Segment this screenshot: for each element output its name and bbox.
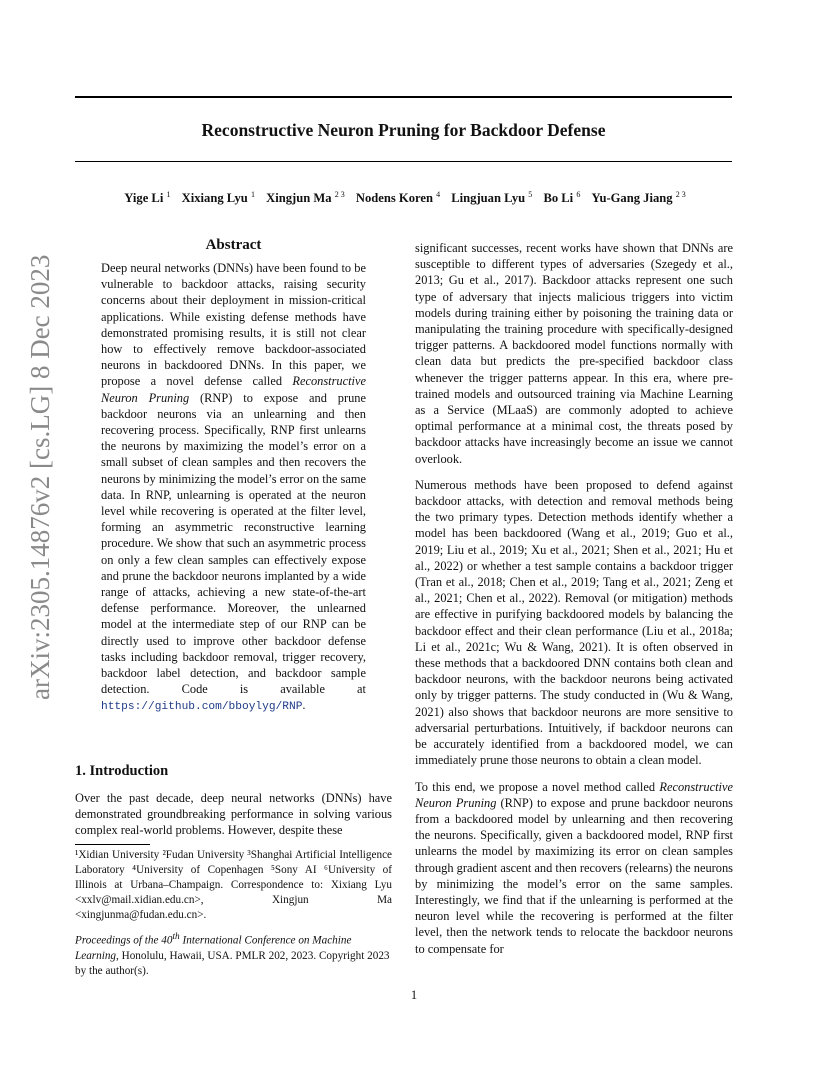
- author: Yige Li $^1$: [124, 190, 171, 206]
- footnote-proceedings: Proceedings of the 40th International Conference on Machine Learning, Honolulu, Hawaii, USA. PMLR 202, 2023. Copyright 2023 by the author(s).: [75, 932, 390, 977]
- author: Bo Li $^6$: [543, 190, 581, 206]
- footnote-affiliations: ¹Xidian University ²Fudan University ³Shanghai Artificial Intelligence Laboratory ⁴University of Copenhagen ⁵Sony AI ⁶University of Illinois at Urbana–Champaign. Correspondence to: Xixiang Lyu <xxlv@mail.xidian.edu.cn>, Xingjun Ma <xingjunma@fudan.edu.cn>.: [75, 849, 392, 921]
- intro-paragraph: Over the past decade, deep neural networks (DNNs) have demonstrated groundbreaking performance in solving various complex real-world problems. However, despite these: [75, 791, 392, 838]
- top-rule: [75, 96, 732, 98]
- paper-title: Reconstructive Neuron Pruning for Backdoor Defense: [201, 120, 606, 140]
- author-list: [60, 190, 750, 206]
- author: Nodens Koren $^4$: [355, 190, 441, 206]
- arxiv-stamp: arXiv:2305.14876v2 [cs.LG] 8 Dec 2023: [25, 254, 55, 700]
- author: Xingjun Ma $^{2 3}$: [266, 190, 345, 206]
- title-bottom-rule: [75, 161, 732, 162]
- right-column: [415, 240, 733, 967]
- intro-paragraph: Numerous methods have been proposed to defend against backdoor attacks, with detection and removal methods being the two primary types. Detection methods identify whether a model has been backdoored (Wang et al., 2019; Guo et al., 2019; Liu et al., 2019; Xu et al., 2021; Shen et al., 2021; Hu et al., 2022) or whether a test sample contains a backdoor trigger (Tran et al., 2018; Chen et al., 2019; Tang et al., 2021; Zeng et al., 2021; Chen et al., 2022). Removal (or mitigation) methods are effective in purifying backdoored models by balancing the backdoor effect and their clean performance (Liu et al., 2018a; Li et al., 2021c; Wu & Wang, 2021). It is often observed in these methods that a backdoored DNN contains both clean and backdoor neurons, with the backdoor neurons being activated only by trigger patterns. The study conducted in (Wu & Wang, 2021) also shows that backdoor neurons are more sensitive to adversarial perturbations. Intuitively, if backdoor neurons can be accurately identified from a backdoored model, we can immediately prune those neurons to obtain a clean model.: [415, 477, 733, 768]
- abstract-body: Deep neural networks (DNNs) have been found to be vulnerable to backdoor attacks, raising security concerns about their deployment in mission-critical applications. While existing defense methods have demonstrated promising results, it is still not clear how to effectively remove backdoor-associated neurons in backdoored DNNs. In this paper, we propose a novel defense called Reconstructive Neuron Pruning (RNP) to expose and prune backdoor neurons via an unlearning and then recovering process. Specifically, RNP first unlearns the neurons by maximizing the model’s error on a small subset of clean samples and then recovers the neurons by minimizing the model’s error on the same data. In RNP, unlearning is operated at the neuron level while recovering is operated at the filter level, forming an asymmetric reconstructive learning procedure. We show that such an asymmetric process on only a few clean samples can effectively expose and prune the backdoor neurons implanted by a wide range of attacks, achieving a new state-of-the-art defense performance. Moreover, the unlearned model at the intermediate step of our RNP can be directly used to improve other backdoor defense tasks including backdoor removal, trigger recovery, backdoor label detection, and backdoor sample detection. Code is available at https://github.com/bboylyg/RNP.: [101, 261, 366, 714]
- intro-paragraph-continued: significant successes, recent works have shown that DNNs are susceptible to different types of adversaries (Szegedy et al., 2013; Gu et al., 2017). Backdoor attacks represent one such type of adversary that injects malicious triggers into victim models during training either by poisoning the training data or manipulating the training procedure with specifically-designed trigger patterns. A backdoored model functions normally with clean data but predicts the pre-specified backdoor class whenever the trigger patterns appear. In this era, where pre-trained models and outsourced training via Machine Learning as a Service (MLaaS) are commonly adopted to achieve optimal performance at a minimal cost, the threats posed by backdoor attacks have increasingly become an issue we cannot overlook.: [415, 241, 733, 466]
- page-number: 1: [410, 988, 418, 1002]
- footnote-rule: [75, 844, 150, 845]
- author: Lingjuan Lyu $^5$: [451, 190, 533, 206]
- code-link[interactable]: https://github.com/bboylyg/RNP: [101, 701, 303, 714]
- intro-paragraph: To this end, we propose a novel method called Reconstructive Neuron Pruning (RNP) to expose and prune backdoor neurons from a backdoored model by unlearning and then recovering the neurons. Specifically, given a backdoored model, RNP first unlearns the model by maximizing its error on clean samples through gradient ascent and then recovers (relearns) the neurons by minimizing the model’s error on the same samples. Interestingly, we find that if the unlearning is performed at the neuron level while the recovering is performed at the filter level, then the network tends to relocate the backdoor neurons to compensate for: [415, 779, 733, 956]
- author: Yu-Gang Jiang $^{2 3}$: [591, 190, 686, 206]
- left-column: [75, 234, 392, 716]
- section-heading-introduction: 1. Introduction: [75, 763, 169, 779]
- abstract-heading: Abstract: [205, 237, 262, 253]
- author: Xixiang Lyu $^1$: [181, 190, 255, 206]
